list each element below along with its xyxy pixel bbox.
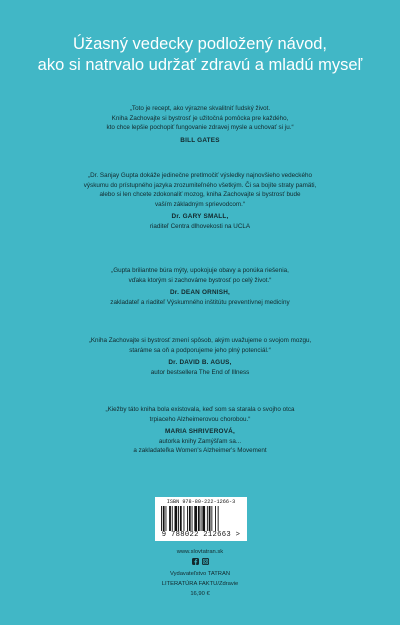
barcode-bar [198, 506, 200, 531]
barcode-bar [218, 506, 219, 531]
publisher-category: LITERATÚRA FAKTU/Zdravie [161, 581, 239, 587]
quote-line: alebo si len chcete zdokonaliť mozog, kniha Zachovajte si bystrosť bude [99, 191, 301, 199]
barcode-bar [201, 506, 202, 531]
barcode-bar [180, 506, 182, 531]
barcode-bar [207, 506, 208, 531]
barcode-bar [192, 506, 193, 531]
quote-line: „Kiežby táto kniha bola existovala, keď som sa starala o svojho otca [105, 406, 295, 413]
quote-line: staráme sa oň a podporujeme jeho plný potenciál.“ [129, 346, 271, 354]
cover-headline [0, 34, 400, 76]
headline-line-1: Úžasný vedecky podložený návod, [72, 35, 328, 53]
barcode-bar [163, 506, 165, 531]
barcode-bar [189, 506, 191, 531]
endorsement-agus [0, 336, 400, 377]
quote-line: výskumu do prístupného jazyka zrozumiteľného všetkým. Či sa bojíte straty pamäti, [83, 181, 317, 189]
barcode-bar [172, 506, 173, 531]
quote-line: kto chce lepšie pochopiť fungovanie zdravej mysle a uchovať si ju.“ [106, 124, 294, 132]
endorsement-shriver [0, 405, 400, 456]
instagram-icon[interactable] [202, 558, 209, 565]
endorsement-gates [0, 104, 400, 145]
barcode-bar [209, 506, 211, 531]
quote-author-role: autorka knihy Zamýšľam sa... [158, 437, 242, 445]
endorsement-small [0, 171, 400, 232]
barcode-bar [184, 506, 185, 531]
quote-author-role: riaditeľ Centra dlhovekosti na UCLA [149, 222, 251, 230]
isbn-text: ISBN 978-80-222-1266-3 [166, 499, 236, 505]
quote-line: trpiaceho Alzheimerovou chorobou.“ [149, 415, 251, 423]
quote-line: vaším základným sprievodcom.“ [155, 200, 245, 208]
barcode-bar [169, 506, 171, 531]
publisher-name: Vydavateľstvo TATRAN [169, 571, 231, 577]
barcode-bars [159, 506, 243, 531]
barcode-bar [187, 506, 188, 531]
quote-author-role-2: a zakladateľka Women's Alzheimer's Movement [133, 447, 267, 455]
social-icons [0, 558, 400, 565]
quote-author: BILL GATES [180, 136, 220, 144]
endorsement-ornish [0, 266, 400, 307]
headline-line-2: ako si natrvalo udržať zdravú a mladú myseľ [37, 56, 363, 74]
isbn-barcode [155, 497, 247, 541]
quote-author: Dr. DEAN ORNISH, [169, 289, 230, 297]
quote-line: „Kniha Zachovajte si bystrosť zmení spôsob, akým uvažujeme o svojom mozgu, [88, 337, 312, 344]
quote-line: „Dr. Sanjay Gupta dokáže jedinečne pretlmočiť výsledky najnovšieho vedeckého [88, 172, 312, 179]
barcode-digits: 9 788022 212663 > [161, 531, 241, 539]
barcode-bar [194, 506, 197, 531]
quote-author: Dr. DAVID B. AGUS, [168, 359, 232, 367]
quote-line: „Toto je recept, ako výrazne skvalitniť ľudský život. [129, 105, 271, 112]
barcode-bar [161, 506, 162, 531]
quote-line: Kniha Zachovajte si bystrosť je užitočná pomôcka pre každého, [111, 114, 289, 122]
facebook-icon[interactable] [192, 558, 199, 565]
quote-line: vďaka ktorým si zachováme bystrosť po celý život.“ [128, 276, 272, 284]
quote-author-role: autor bestsellera The End of Illness [150, 368, 250, 376]
quote-author: MARIA SHRIVEROVÁ, [165, 428, 235, 436]
barcode-bar [215, 506, 216, 531]
barcode-bar [178, 506, 179, 531]
barcode-bar [175, 506, 178, 531]
barcode-bar [211, 506, 212, 531]
quote-line: „Gupta briliantne búra mýty, upokojuje obavy a ponúka riešenia, [111, 267, 289, 274]
publisher-website[interactable]: www.slovtatran.sk [176, 549, 224, 555]
barcode-bar [202, 506, 205, 531]
quote-author: Dr. GARY SMALL, [171, 213, 229, 221]
barcode-bar [166, 506, 167, 531]
book-price: 16,90 € [190, 591, 210, 597]
quote-author-role: zakladateľ a riaditeľ Výskumného inštitútu preventívnej medicíny [110, 298, 290, 306]
